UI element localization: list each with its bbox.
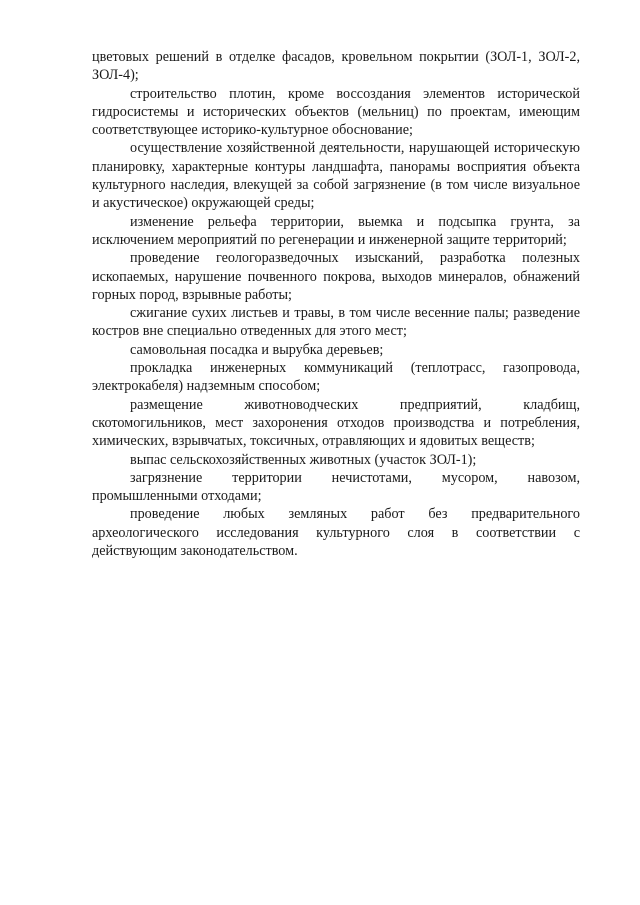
paragraph-tree-planting: самовольная посадка и вырубка деревьев; (130, 341, 384, 358)
document-body (92, 48, 580, 560)
paragraph-enterprises: размещение животноводческих предприятий, кладбищ, скотомогильников, мест захоронения отходов производства и потребления, химических, взрывчатых, токсичных, отравляющих и ядовитых веществ; (92, 396, 580, 450)
paragraph-continuation: цветовых решений в отделке фасадов, кровельном покрытии (ЗОЛ-1, ЗОЛ-2, ЗОЛ-4); (92, 49, 580, 84)
paragraph-terrain-change: изменение рельефа территории, выемка и подсыпка грунта, за исключением мероприятий по регенерации и инженерной защите территорий; (92, 213, 580, 248)
paragraph-pollution: загрязнение территории нечистотами, мусором, навозом, промышленными отходами; (92, 469, 580, 505)
paragraph-burning: сжигание сухих листьев и травы, в том числе весенние палы; разведение костров вне специально отведенных для этого мест; (92, 305, 580, 340)
paragraph-geological-survey: проведение геологоразведочных изысканий, разработка полезных ископаемых, нарушение почвенного покрова, выходов минералов, обнажений горных пород, взрывные работы; (92, 250, 580, 303)
paragraph-earthworks: проведение любых земляных работ без предварительного археологического исследования культурного слоя в соответствии с действующим законодательством. (92, 506, 580, 560)
paragraph-economic-activity: осуществление хозяйственной деятельности, нарушающей историческую планировку, характерные контуры ландшафта, панорамы восприятия объекта культурного наследия, влекущей за собой загрязнение (в том числе визуальное и акустическое) окружающей среды; (92, 140, 580, 212)
paragraph-utilities: прокладка инженерных коммуникаций (теплотрасс, газопровода, электрокабеля) надземным способом; (92, 360, 580, 395)
paragraph-grazing: выпас сельскохозяйственных животных (участок ЗОЛ-1); (130, 451, 477, 468)
paragraph-dam-construction: строительство плотин, кроме воссоздания элементов исторической гидросистемы и исторических объектов (мельниц) по проектам, имеющим соответствующее историко-культурное обоснование; (92, 85, 580, 139)
